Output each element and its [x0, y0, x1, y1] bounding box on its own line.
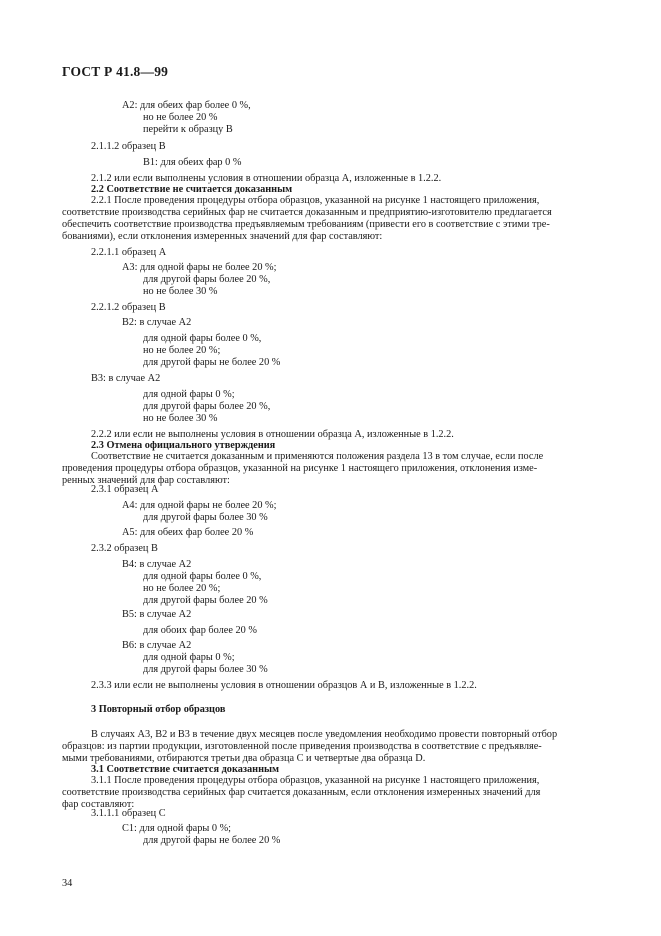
text-line: 3.1.1.1 образец С — [91, 808, 166, 819]
text-line: для одной фары 0 %; — [143, 389, 235, 400]
text-line: для другой фары более 20 %, — [143, 401, 271, 412]
text-line: А5: для обеих фар более 20 % — [122, 527, 254, 538]
text-line: 3.1.1 После проведения процедуры отбора образцов, указанной на рисунке 1 настоящего приложения, — [91, 775, 540, 786]
text-line: бованиями), если отклонения измеренных значений для фар составляют: — [62, 231, 383, 242]
text-line: для одной фары более 0 %, — [143, 571, 262, 582]
text-line: Соответствие не считается доказанным и применяются положения раздела 13 в том случае, если после — [91, 451, 544, 462]
text-line: 2.2.1.2 образец В — [91, 302, 166, 313]
section-heading: 3.1 Соответствие считается доказанным — [91, 764, 280, 775]
text-line: А4: для одной фары не более 20 %; — [122, 500, 277, 511]
text-line: соответствие производства серийных фар считается доказанным, если отклонения измеренных значений для — [62, 787, 541, 798]
text-line: но не более 30 % — [143, 413, 218, 424]
text-line: 2.1.1.2 образец В — [91, 141, 166, 152]
text-line: А2: для обеих фар более 0 %, — [122, 100, 251, 111]
text-line: для другой фары не более 20 % — [143, 835, 281, 846]
document-header: ГОСТ Р 41.8—99 — [62, 64, 169, 79]
text-line: 2.2.1 После проведения процедуры отбора образцов, указанной на рисунке 1 настоящего приложения, — [91, 195, 540, 206]
text-line: для другой фары не более 20 % — [143, 357, 281, 368]
text-line: для обоих фар более 20 % — [143, 625, 257, 636]
text-line: но не более 20 %; — [143, 345, 221, 356]
text-line: ренных значений для фар составляют: — [62, 475, 230, 486]
text-line: перейти к образцу В — [143, 124, 233, 135]
text-line: для другой фары более 30 % — [143, 664, 268, 675]
text-line: В случаях А3, В2 и В3 в течение двух месяцев после уведомления необходимо провести повторный отбор — [91, 729, 558, 740]
text-line: С1: для одной фары 0 %; — [122, 823, 232, 834]
text-line: но не более 20 %; — [143, 583, 221, 594]
text-line: В3: в случае А2 — [91, 373, 161, 384]
text-line: 2.1.2 или если выполнены условия в отношении образца А, изложенные в 1.2.2. — [91, 173, 442, 184]
text-line: образцов: из партии продукции, изготовленной после приведения производства в соответствие с предъявляе- — [62, 741, 542, 752]
text-line: но не более 20 % — [143, 112, 218, 123]
text-line: для одной фары 0 %; — [143, 652, 235, 663]
text-line: для другой фары более 30 % — [143, 512, 268, 523]
text-line: для одной фары более 0 %, — [143, 333, 262, 344]
text-line: В2: в случае А2 — [122, 317, 192, 328]
text-line: для другой фары более 20 % — [143, 595, 268, 606]
page-number: 34 — [62, 878, 73, 889]
section-heading: 2.3 Отмена официального утверждения — [91, 440, 276, 451]
text-line: В5: в случае А2 — [122, 609, 192, 620]
text-line: 2.2.1.1 образец А — [91, 247, 167, 258]
text-line: В1: для обеих фар 0 % — [143, 157, 242, 168]
text-line: 2.3.2 образец В — [91, 543, 158, 554]
text-line: А3: для одной фары не более 20 %; — [122, 262, 277, 273]
text-line: В4: в случае А2 — [122, 559, 192, 570]
text-line: проведения процедуры отбора образцов, указанной на рисунке 1 настоящего приложения, отклонения изме- — [62, 463, 538, 474]
text-line: 2.3.3 или если не выполнены условия в отношении образцов А и В, изложенные в 1.2.2. — [91, 680, 477, 691]
text-line: для другой фары более 20 %, — [143, 274, 271, 285]
section-heading: 2.2 Соответствие не считается доказанным — [91, 184, 293, 195]
text-line: В6: в случае А2 — [122, 640, 192, 651]
text-line: 2.3.1 образец А — [91, 484, 159, 495]
text-line: соответствие производства серийных фар не считается доказанным и предприятию-изготовителю предлагается — [62, 207, 552, 218]
text-line: обеспечить соответствие производства предъявляемым требованиям (привести его в соответствие с этими тре- — [62, 219, 550, 230]
section-heading: 3 Повторный отбор образцов — [91, 704, 226, 715]
text-line: мыми требованиями, отбираются третьи два образца С и четвертые два образца D. — [62, 753, 426, 764]
text-line: но не более 30 % — [143, 286, 218, 297]
text-line: фар составляют: — [62, 799, 135, 810]
text-line: 2.2.2 или если не выполнены условия в отношении образца А, изложенные в 1.2.2. — [91, 429, 454, 440]
